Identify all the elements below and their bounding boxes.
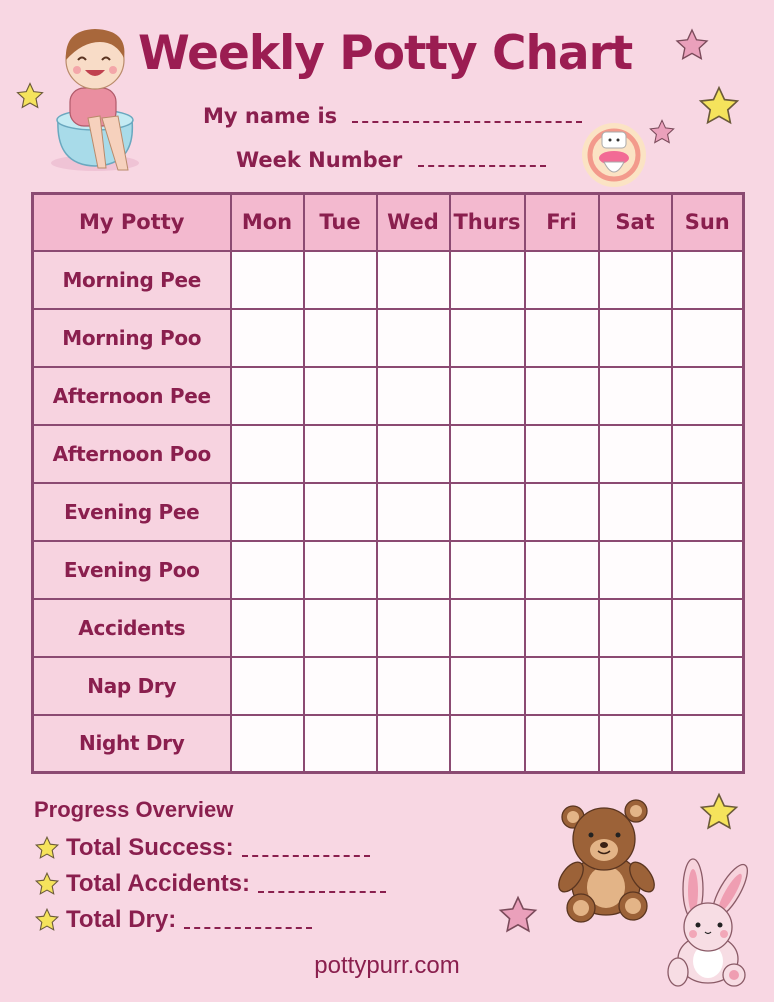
- chart-cell-sun[interactable]: [672, 425, 744, 483]
- pink-star-icon: [648, 118, 676, 146]
- corner-header: My Potty: [33, 194, 231, 251]
- chart-cell-thurs[interactable]: [450, 657, 525, 715]
- chart-cell-thurs[interactable]: [450, 367, 525, 425]
- chart-cell-thurs[interactable]: [450, 309, 525, 367]
- website-footer: pottypurr.com: [314, 952, 460, 979]
- name-label: My name is: [203, 104, 338, 128]
- chart-cell-thurs[interactable]: [450, 425, 525, 483]
- chart-cell-fri[interactable]: [525, 483, 599, 541]
- chart-cell-wed[interactable]: [377, 309, 450, 367]
- chart-cell-sun[interactable]: [672, 541, 744, 599]
- pink-star-icon: [497, 894, 539, 936]
- chart-cell-wed[interactable]: [377, 657, 450, 715]
- name-blank-line[interactable]: [352, 107, 582, 123]
- chart-cell-wed[interactable]: [377, 599, 450, 657]
- toddler-on-potty-illustration: [40, 20, 150, 175]
- toilet-mascot-badge: [580, 122, 648, 188]
- chart-cell-mon[interactable]: [231, 715, 304, 773]
- chart-cell-tue[interactable]: [304, 483, 377, 541]
- pink-star-icon: [674, 27, 710, 63]
- chart-cell-wed[interactable]: [377, 367, 450, 425]
- chart-cell-sun[interactable]: [672, 367, 744, 425]
- progress-item-label: Total Success:: [66, 834, 234, 861]
- day-header-tue: Tue: [304, 194, 377, 251]
- chart-cell-sat[interactable]: [599, 657, 672, 715]
- total-dry-blank-line[interactable]: [184, 911, 312, 929]
- chart-cell-fri[interactable]: [525, 715, 599, 773]
- row-label: Afternoon Pee: [33, 367, 231, 425]
- chart-cell-sat[interactable]: [599, 715, 672, 773]
- star-icon: [34, 871, 60, 897]
- progress-item-label: Total Dry:: [66, 906, 177, 933]
- table-row: [33, 251, 744, 309]
- table-row: [33, 483, 744, 541]
- chart-cell-wed[interactable]: [377, 425, 450, 483]
- progress-item-label: Total Accidents:: [66, 870, 251, 897]
- chart-cell-sun[interactable]: [672, 483, 744, 541]
- teddy-bear-illustration: [556, 795, 658, 925]
- chart-cell-fri[interactable]: [525, 425, 599, 483]
- chart-cell-mon[interactable]: [231, 367, 304, 425]
- chart-cell-tue[interactable]: [304, 599, 377, 657]
- chart-cell-sun[interactable]: [672, 715, 744, 773]
- chart-cell-mon[interactable]: [231, 425, 304, 483]
- yellow-star-icon: [698, 791, 740, 833]
- table-header-row: [33, 194, 744, 251]
- day-header-sat: Sat: [599, 194, 672, 251]
- table-row: [33, 541, 744, 599]
- chart-cell-thurs[interactable]: [450, 251, 525, 309]
- chart-cell-sat[interactable]: [599, 309, 672, 367]
- chart-cell-tue[interactable]: [304, 309, 377, 367]
- progress-overview: [34, 797, 386, 938]
- chart-cell-fri[interactable]: [525, 541, 599, 599]
- chart-cell-fri[interactable]: [525, 657, 599, 715]
- row-label: Evening Pee: [33, 483, 231, 541]
- chart-cell-mon[interactable]: [231, 657, 304, 715]
- progress-title: Progress Overview: [34, 797, 234, 822]
- chart-cell-wed[interactable]: [377, 251, 450, 309]
- chart-cell-wed[interactable]: [377, 715, 450, 773]
- progress-item-total-accidents: [34, 866, 386, 902]
- table-row: [33, 657, 744, 715]
- row-label: Afternoon Poo: [33, 425, 231, 483]
- chart-cell-wed[interactable]: [377, 541, 450, 599]
- progress-item-total-dry: [34, 902, 386, 938]
- table-row: [33, 309, 744, 367]
- row-label: Night Dry: [33, 715, 231, 773]
- week-number-label: Week Number: [236, 148, 403, 172]
- chart-cell-tue[interactable]: [304, 367, 377, 425]
- star-icon: [34, 907, 60, 933]
- potty-chart-table: [31, 192, 745, 774]
- total-success-blank-line[interactable]: [242, 839, 370, 857]
- name-field: [203, 104, 582, 128]
- chart-cell-thurs[interactable]: [450, 541, 525, 599]
- chart-cell-sat[interactable]: [599, 425, 672, 483]
- chart-cell-fri[interactable]: [525, 251, 599, 309]
- total-accidents-blank-line[interactable]: [258, 875, 386, 893]
- chart-cell-mon[interactable]: [231, 251, 304, 309]
- week-number-field: [236, 148, 546, 172]
- row-label: Accidents: [33, 599, 231, 657]
- chart-cell-tue[interactable]: [304, 715, 377, 773]
- chart-cell-sun[interactable]: [672, 251, 744, 309]
- yellow-star-icon: [14, 81, 46, 111]
- day-header-sun: Sun: [672, 194, 744, 251]
- chart-cell-fri[interactable]: [525, 309, 599, 367]
- chart-cell-mon[interactable]: [231, 599, 304, 657]
- chart-cell-sat[interactable]: [599, 599, 672, 657]
- chart-cell-sun[interactable]: [672, 309, 744, 367]
- day-header-thurs: Thurs: [450, 194, 525, 251]
- chart-cell-sat[interactable]: [599, 367, 672, 425]
- row-label: Morning Poo: [33, 309, 231, 367]
- chart-cell-fri[interactable]: [525, 367, 599, 425]
- chart-cell-sun[interactable]: [672, 599, 744, 657]
- chart-cell-mon[interactable]: [231, 483, 304, 541]
- table-body: [33, 251, 744, 773]
- day-header-mon: Mon: [231, 194, 304, 251]
- chart-cell-thurs[interactable]: [450, 599, 525, 657]
- chart-cell-tue[interactable]: [304, 657, 377, 715]
- chart-cell-thurs[interactable]: [450, 483, 525, 541]
- chart-cell-tue[interactable]: [304, 541, 377, 599]
- chart-cell-tue[interactable]: [304, 251, 377, 309]
- chart-cell-mon[interactable]: [231, 541, 304, 599]
- chart-cell-wed[interactable]: [377, 483, 450, 541]
- row-label: Nap Dry: [33, 657, 231, 715]
- row-label: Morning Pee: [33, 251, 231, 309]
- chart-cell-thurs[interactable]: [450, 715, 525, 773]
- table-row: [33, 599, 744, 657]
- progress-item-total-success: [34, 830, 386, 866]
- chart-cell-tue[interactable]: [304, 425, 377, 483]
- chart-cell-sun[interactable]: [672, 657, 744, 715]
- row-label: Evening Poo: [33, 541, 231, 599]
- chart-cell-sat[interactable]: [599, 483, 672, 541]
- star-icon: [34, 835, 60, 861]
- yellow-star-icon: [697, 84, 741, 128]
- day-header-fri: Fri: [525, 194, 599, 251]
- chart-cell-mon[interactable]: [231, 309, 304, 367]
- chart-cell-sat[interactable]: [599, 251, 672, 309]
- table-row: [33, 715, 744, 773]
- chart-cell-fri[interactable]: [525, 599, 599, 657]
- week-number-blank-line[interactable]: [418, 151, 546, 167]
- table-row: [33, 367, 744, 425]
- day-header-wed: Wed: [377, 194, 450, 251]
- page-title: Weekly Potty Chart: [138, 26, 633, 81]
- table-row: [33, 425, 744, 483]
- chart-cell-sat[interactable]: [599, 541, 672, 599]
